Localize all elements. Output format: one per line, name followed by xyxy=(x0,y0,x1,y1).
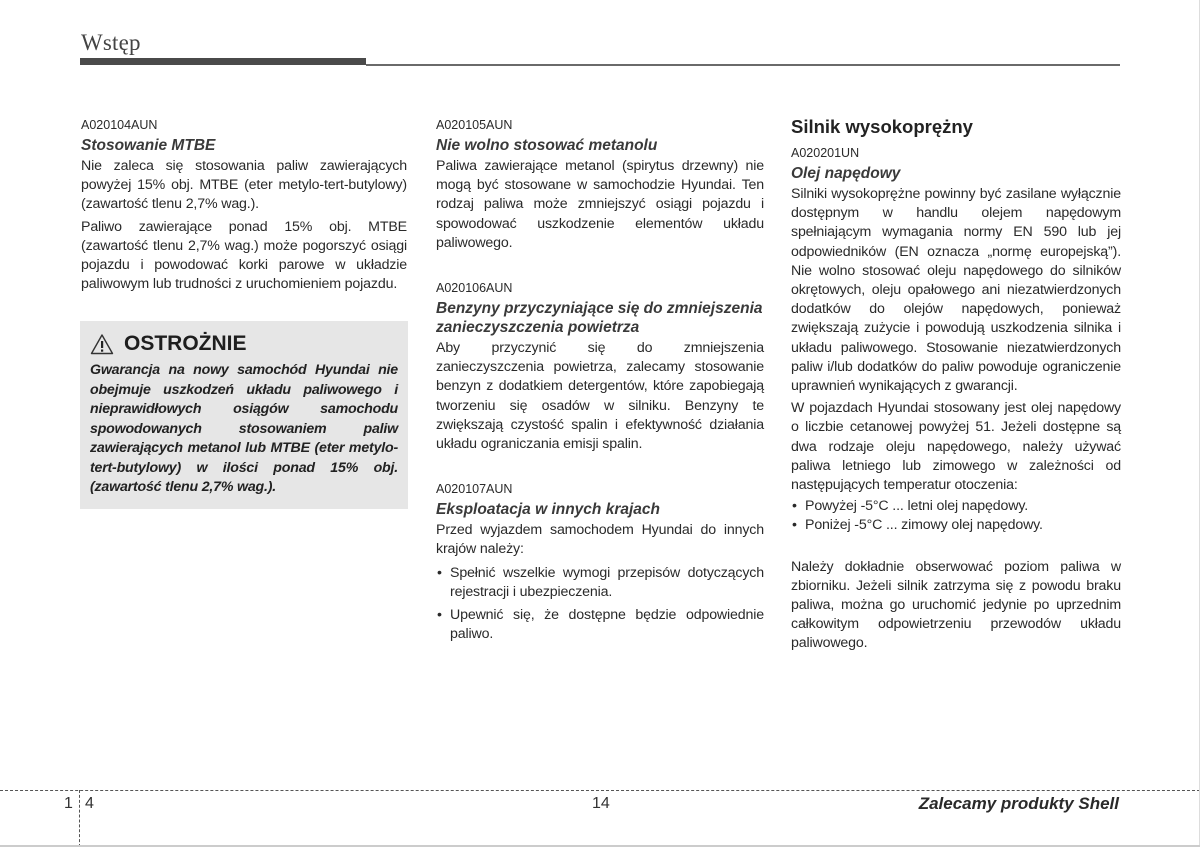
warning-triangle-icon xyxy=(90,333,114,355)
bullet-item: • Powyżej -5°C ... letni olej napędowy. xyxy=(791,497,1121,516)
column-left xyxy=(81,118,407,294)
caution-heading xyxy=(90,331,398,357)
bullet-item: • Spełnić wszelkie wymogi przepisów dotyczących rejestracji i ubezpieczenia. xyxy=(436,564,764,602)
paragraph: Aby przyczynić się do zmniejszenia zanieczyszczenia powietrza, zalecamy stosowanie benzyn z dodatkiem detergentów, które zapobiegają tworzeniu się osadów w silniku. Benzyny te zwiększają czystość spalin i efektywność działania układu ograniczania emisji spalin. xyxy=(436,340,764,453)
footer-slogan: Zalecamy produkty Shell xyxy=(918,794,1119,813)
section-code: A020105AUN xyxy=(436,118,513,132)
section-code: A020201UN xyxy=(791,146,860,160)
section-title: Eksploatacja w innych krajach xyxy=(436,501,660,519)
section-title: Stosowanie MTBE xyxy=(81,137,216,154)
paragraph: Paliwa zawierające metanol (spirytus drzewny) nie mogą być stosowane w samochodzie Hyundai. Ten rodzaj paliwa może zmniejszyć osiągi pojazdu i spowodować uszkodzenie elementów układu paliwowego. xyxy=(436,158,764,251)
section-code: A020106AUN xyxy=(436,281,513,296)
section-foreign-countries xyxy=(436,482,764,644)
paragraph: Paliwo zawierające ponad 15% obj. MTBE (zawartość tlenu 2,7% wag.) może pogorszyć osiągi pojazdu i powodować korki parowe w układzie paliwowym lub trudności z uruchomieniem pojazdu. xyxy=(81,218,407,293)
page-number: 14 xyxy=(592,795,610,812)
footer-vertical-divider xyxy=(79,790,80,847)
section-title: Benzyny przyczyniające się do zmniejszenia zanieczyszczenia powietrza xyxy=(436,300,763,337)
header-rule-thick xyxy=(80,58,366,65)
header-rule-thin xyxy=(366,64,1120,66)
bullet-item: • Upewnić się, że dostępne będzie odpowiednie paliwo. xyxy=(436,606,764,644)
caution-title: OSTROŻNIE xyxy=(124,332,247,355)
section-methanol xyxy=(436,118,764,253)
section-clean-fuel xyxy=(436,281,764,454)
paragraph: W pojazdach Hyundai stosowany jest olej napędowy o liczbie cetanowej powyżej 51. Jeżeli dostępne są dwa rodzaje oleju napędowego, należy używać paliwa letniego lub zimowego w zależności od następujących temperatur otoczenia: xyxy=(791,400,1121,494)
section-code: A020107AUN xyxy=(436,482,513,497)
section-heading: Silnik wysokoprężny xyxy=(791,116,973,137)
footer-chapter-page: 4 xyxy=(85,795,94,812)
section-diesel-fuel xyxy=(791,146,1121,654)
chapter-title: Wstęp xyxy=(81,30,141,55)
section-title: Olej napędowy xyxy=(791,165,901,182)
section-title: Nie wolno stosować metanolu xyxy=(436,137,658,154)
section-mtbe xyxy=(81,118,407,294)
caution-box xyxy=(80,321,408,509)
footer-divider xyxy=(0,790,1200,791)
caution-text: Gwarancja na nowy samochód Hyundai nie obejmuje uszkodzeń układu paliwowego i nieprawidłowych osiągów samochodu spowodowanych stosowaniem paliw zawierających metanol lub MTBE (eter metylo-tert-butylowy) w ilości ponad 15% obj. (zawartość tlenu 2,7% wag.). xyxy=(90,362,398,495)
bullet-list xyxy=(791,497,1121,535)
bullet-list xyxy=(436,564,764,645)
column-right xyxy=(791,116,1121,654)
paragraph: Przed wyjazdem samochodem Hyundai do innych krajów należy: xyxy=(436,522,764,558)
section-code: A020104AUN xyxy=(81,118,158,132)
bullet-item: • Poniżej -5°C ... zimowy olej napędowy. xyxy=(791,516,1121,535)
paragraph: Nie zaleca się stosowania paliw zawierających powyżej 15% obj. MTBE (eter metylo-tert-butylowy) (zawartość tlenu 2,7% wag.). xyxy=(81,158,407,213)
column-middle xyxy=(436,118,764,644)
paragraph: Silniki wysokoprężne powinny być zasilane wyłącznie dostępnym w handlu olejem napędowym spełniającym wymagania normy EN 590 lub jej odpowiedników (EN oznacza „normę europejską”). Nie wolno stosować oleju napędowego do silników okrętowych, oleju opałowego ani niezatwierdzonych dodatków do olejów napędowych, ponieważ zwiększają zużycie i powodują uszkodzenia silnika i układu paliwowego. Stosowanie niezatwierdzonych paliw i/lub dodatków do paliw powoduje ograniczenie uprawnień wynikających z gwarancji. xyxy=(791,186,1121,395)
footer-chapter-number: 1 xyxy=(64,795,73,812)
paragraph: Należy dokładnie obserwować poziom paliwa w zbiorniku. Jeżeli silnik zatrzyma się z powodu braku paliwa, można go uruchomić jedynie po uprzednim całkowitym odpowietrzeniu przewodów układu paliwowego. xyxy=(791,558,1121,652)
